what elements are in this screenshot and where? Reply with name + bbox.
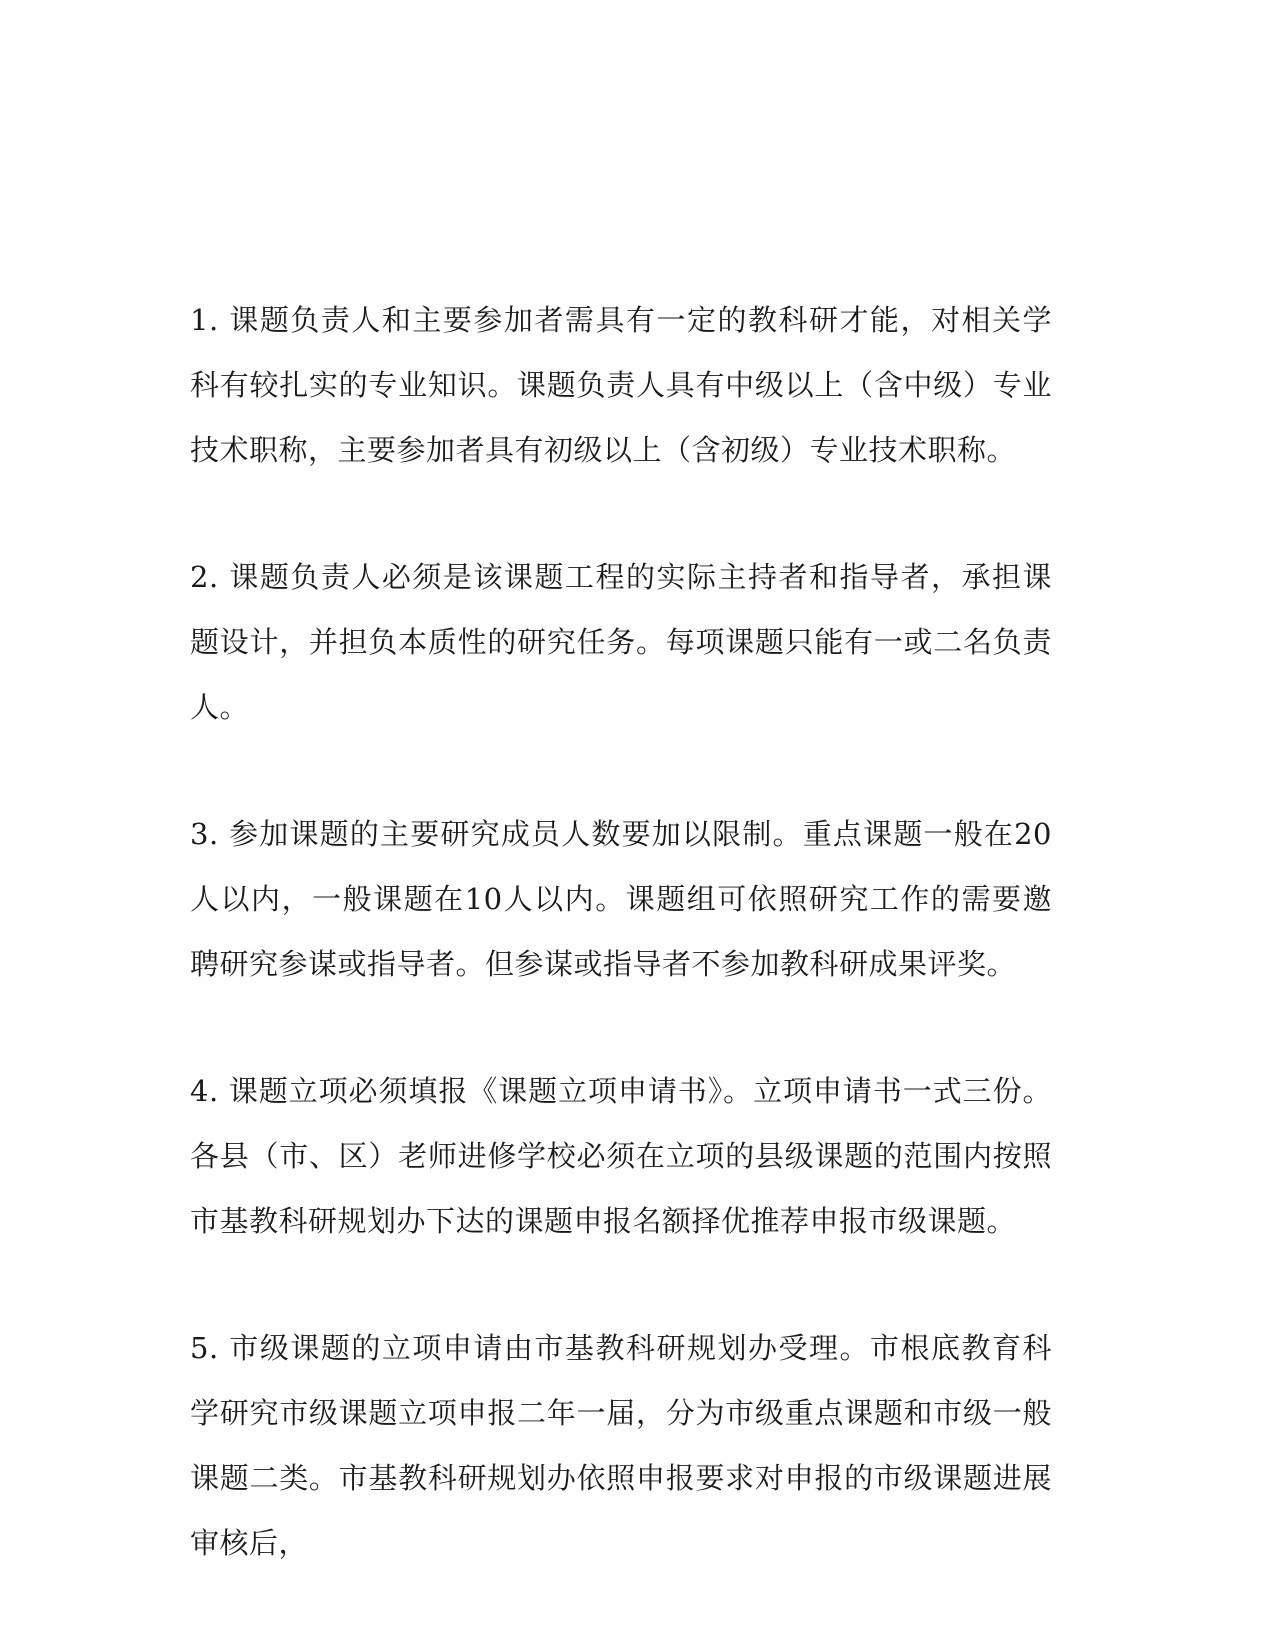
paragraph-3: 3. 参加课题的主要研究成员人数要加以限制。重点课题一般在20人以内，一般课题在10人以内。课题组可依照研究工作的需要邀聘研究参谋或指导者。但参谋或指导者不参加教科研成果评奖。 <box>190 817 1052 981</box>
document-body <box>190 288 1052 1638</box>
paragraph-5: 5. 市级课题的立项申请由市基教科研规划办受理。市根底教育科学研究市级课题立项申报二年一届，分为市级重点课题和市级一般课题二类。市基教科研规划办依照申报要求对申报的市级课题进展审核后， <box>190 1331 1052 1560</box>
paragraph-4: 4. 课题立项必须填报《课题立项申请书》。立项申请书一式三份。各县（市、区）老师进修学校必须在立项的县级课题的范围内按照市基教科研规划办下达的课题申报名额择优推荐申报市级课题。 <box>190 1074 1052 1238</box>
paragraph-2: 2. 课题负责人必须是该课题工程的实际主持者和指导者，承担课题设计，并担负本质性的研究任务。每项课题只能有一或二名负责人。 <box>190 560 1052 724</box>
paragraph-1: 1. 课题负责人和主要参加者需具有一定的教科研才能，对相关学科有较扎实的专业知识。课题负责人具有中级以上（含中级）专业技术职称，主要参加者具有初级以上（含初级）专业技术职称。 <box>190 303 1052 467</box>
